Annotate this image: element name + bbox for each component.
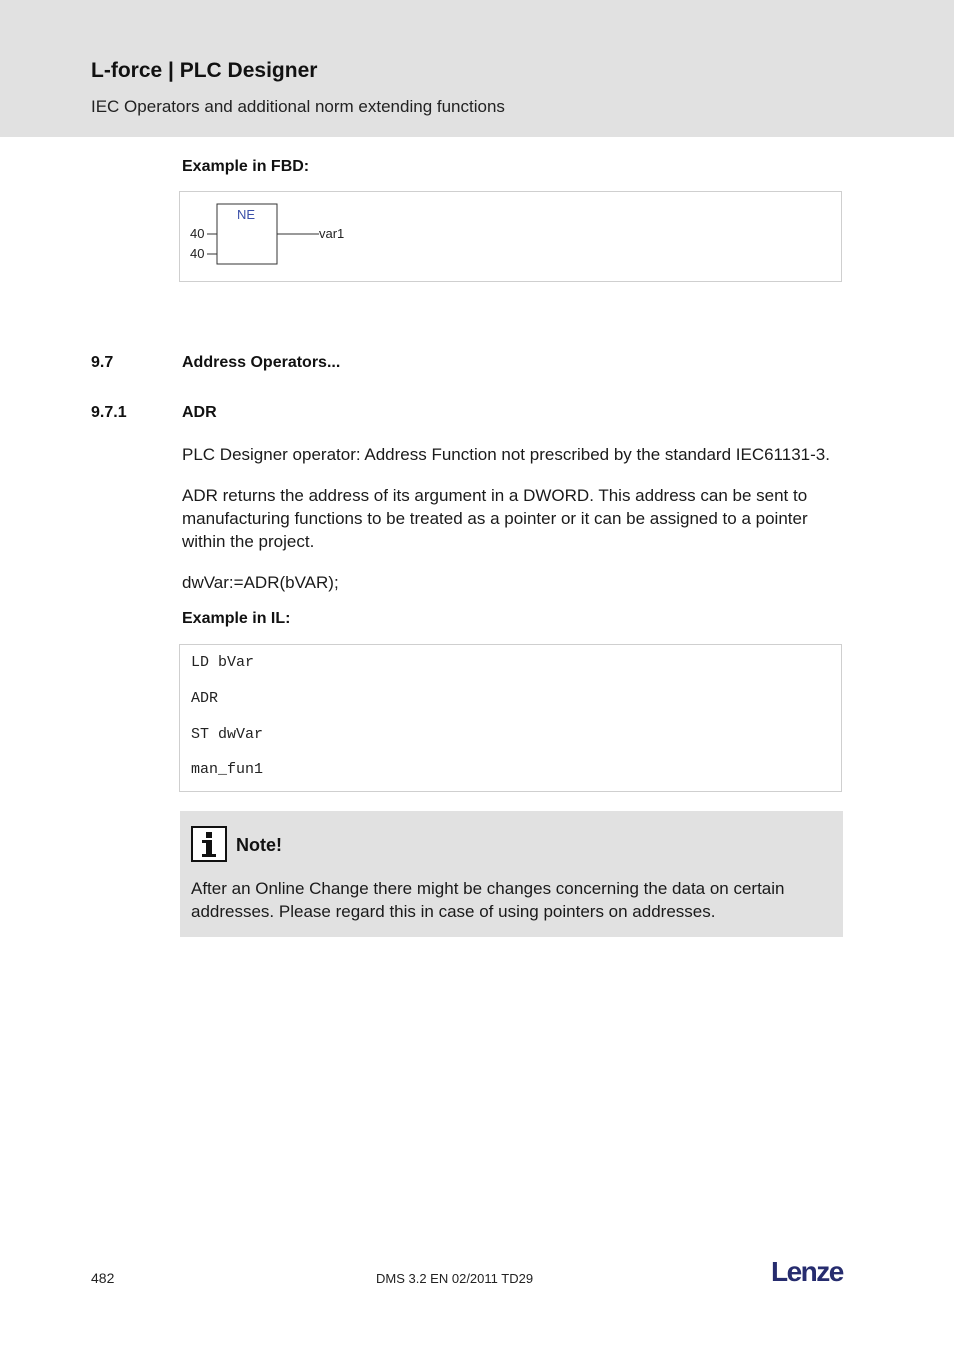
note-title: Note! [236,835,282,855]
paragraph-adr-explanation: ADR returns the address of its argument in a DWORD. This address can be sent to manufacturing functions to be treated as a pointer or it can be assigned to a pointer within the project. [182,486,808,551]
block-label: NE [237,207,256,222]
fbd-diagram [180,192,841,281]
paragraph-adr-syntax: dwVar:=ADR(bVAR); [182,573,339,592]
fbd-example-box [179,191,842,282]
document-title: L-force | PLC Designer [91,59,318,82]
il-example-label: Example in IL: [182,610,291,627]
note-text: After an Online Change there might be changes concerning the data on certain addresses. Please regard this in case of using pointers on addresses. [191,879,785,921]
paragraph-operator-description: PLC Designer operator: Address Function not prescribed by the standard IEC61131-3. [182,445,830,464]
lenze-logo: Lenze [771,1256,843,1287]
code-line: LD bVar [191,654,255,671]
page-header [0,0,954,137]
note-box [180,811,843,937]
input-value-1: 40 [190,226,205,241]
section-number: 9.7 [91,354,114,371]
page-number: 482 [91,1270,115,1286]
il-code-box [179,644,842,792]
chapter-subtitle: IEC Operators and additional norm extending functions [91,97,505,116]
subsection-number: 9.7.1 [91,404,127,421]
code-line: man_fun1 [191,761,264,778]
document-id: DMS 3.2 EN 02/2011 TD29 [376,1271,534,1286]
info-icon [191,826,227,862]
subsection-title: ADR [182,404,217,421]
code-line: ST dwVar [191,726,264,743]
output-variable: var1 [319,226,345,241]
code-line: ADR [191,690,219,707]
section-title: Address Operators... [182,354,341,371]
input-value-2: 40 [190,246,205,261]
fbd-example-label: Example in FBD: [182,158,310,175]
